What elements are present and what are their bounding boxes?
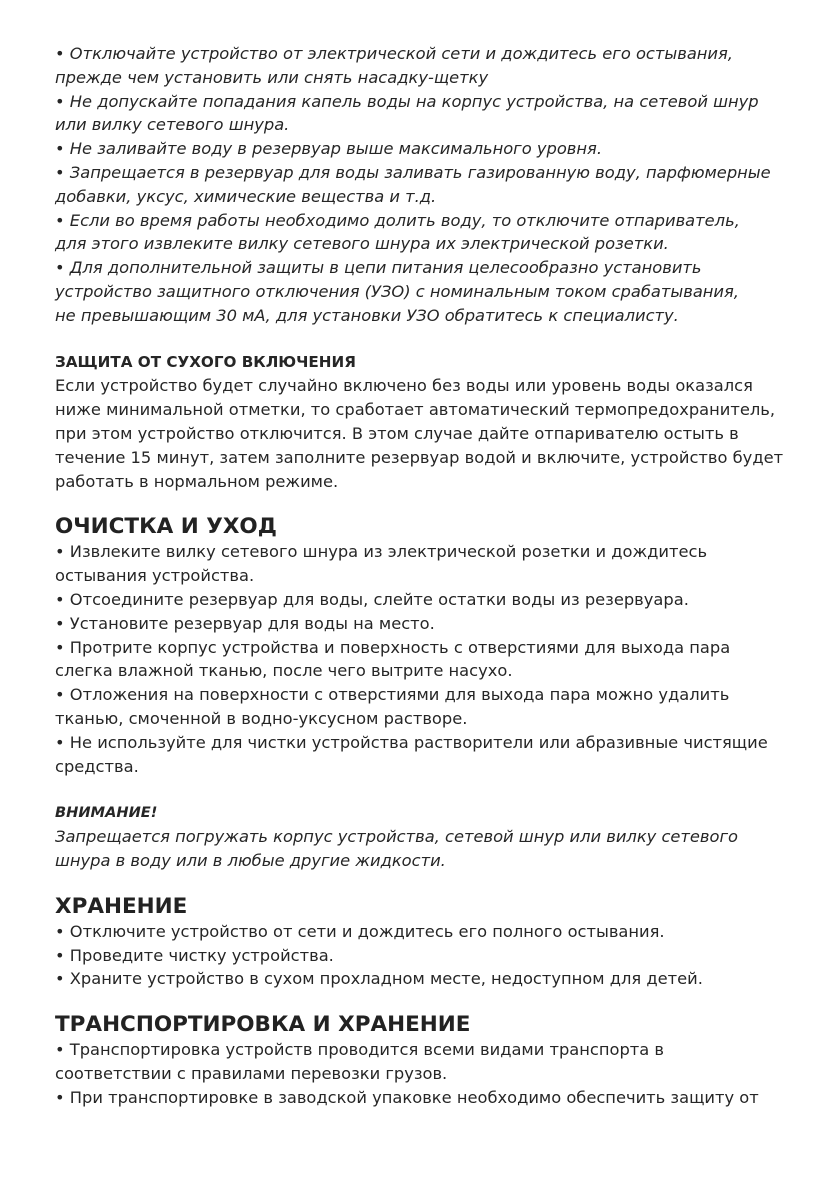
list-item: • Установите резервуар для воды на место.	[55, 613, 435, 633]
paragraph-line: работать в нормальном режиме.	[55, 471, 339, 491]
list-item: • Извлеките вилку сетевого шнура из электрической розетки и дождитесь	[55, 542, 708, 562]
attention-text	[55, 825, 795, 873]
safety-line: не превышающим 30 мА, для установки УЗО обратитесь к специалисту.	[55, 305, 679, 325]
safety-line: • Не заливайте воду в резервуар выше максимального уровня.	[55, 139, 603, 159]
safety-line: устройство защитного отключения (УЗО) с номинальным током срабатывания,	[55, 281, 739, 301]
paragraph-line: при этом устройство отключится. В этом случае дайте отпаривателю остыть в	[55, 423, 739, 443]
list-item: • Проведите чистку устройства.	[55, 945, 334, 965]
paragraph-line: ниже минимальной отметки, то сработает автоматический термопредохранитель,	[55, 400, 776, 420]
safety-line: или вилку сетевого шнура.	[55, 115, 290, 135]
list-item: • Отсоедините резервуар для воды, слейте остатки воды из резервуара.	[55, 589, 689, 609]
list-item: • Не используйте для чистки устройства растворители или абразивные чистящие	[55, 732, 768, 752]
cleaning-list	[55, 540, 795, 778]
list-item: • Протрите корпус устройства и поверхность с отверстиями для выхода пара	[55, 637, 731, 657]
paragraph-line: течение 15 минут, затем заполните резервуар водой и включите, устройство будет	[55, 447, 784, 467]
dry-protection-text	[55, 374, 795, 493]
safety-line: • Отключайте устройство от электрической сети и дождитесь его остывания,	[55, 44, 733, 63]
list-item: • Отключите устройство от сети и дождитесь его полного остывания.	[55, 921, 665, 941]
safety-line: • Если во время работы необходимо долить воду, то отключите отпариватель,	[55, 210, 740, 230]
safety-list	[55, 42, 795, 328]
attention-label: ВНИМАНИЕ!	[55, 804, 158, 822]
safety-line: добавки, уксус, химические вещества и т.д.	[55, 186, 437, 206]
dry-protection-heading: ЗАЩИТА ОТ СУХОГО ВКЛЮЧЕНИЯ	[55, 352, 356, 371]
list-item: слегка влажной тканью, после чего вытрите насухо.	[55, 661, 513, 681]
list-item: • Отложения на поверхности с отверстиями для выхода пара можно удалить	[55, 685, 730, 705]
list-item: соответствии с правилами перевозки грузов.	[55, 1063, 448, 1083]
list-item: остывания устройства.	[55, 566, 255, 586]
storage-heading: ХРАНЕНИЕ	[55, 893, 188, 919]
storage-list	[55, 920, 795, 991]
manual-page	[55, 42, 795, 1109]
safety-line: для этого извлеките вилку сетевого шнура их электрической розетки.	[55, 234, 669, 254]
list-item: • При транспортировке в заводской упаковке необходимо обеспечить защиту от	[55, 1087, 759, 1107]
transport-list	[55, 1038, 795, 1109]
list-item: • Храните устройство в сухом прохладном месте, недоступном для детей.	[55, 969, 703, 989]
transport-heading: ТРАНСПОРТИРОВКА И ХРАНЕНИЕ	[55, 1012, 471, 1038]
safety-line: • Для дополнительной защиты в цепи питания целесообразно установить	[55, 258, 702, 278]
safety-line: прежде чем установить или снять насадку-щетку	[55, 67, 489, 87]
list-item: тканью, смоченной в водно-уксусном растворе.	[55, 708, 468, 728]
list-item: • Транспортировка устройств проводится всеми видами транспорта в	[55, 1040, 665, 1060]
list-item: средства.	[55, 756, 139, 776]
paragraph-line: Если устройство будет случайно включено без воды или уровень воды оказался	[55, 376, 753, 396]
cleaning-heading: ОЧИСТКА И УХОД	[55, 514, 277, 540]
paragraph-line: шнура в воду или в любые другие жидкости.	[55, 850, 446, 870]
safety-line: • Запрещается в резервуар для воды заливать газированную воду, парфюмерные	[55, 162, 771, 182]
paragraph-line: Запрещается погружать корпус устройства, сетевой шнур или вилку сетевого	[55, 827, 739, 847]
safety-line: • Не допускайте попадания капель воды на корпус устройства, на сетевой шнур	[55, 91, 759, 111]
